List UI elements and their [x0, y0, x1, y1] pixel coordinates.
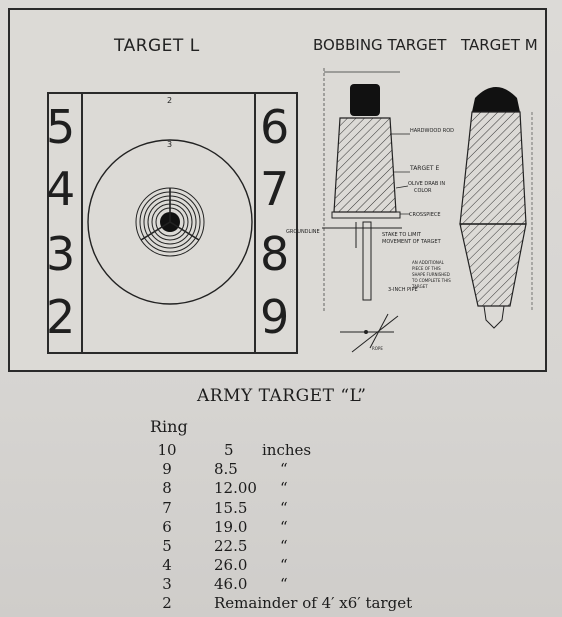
ring-mark: 3 [167, 140, 173, 149]
ring-number: 10 [157, 441, 177, 459]
board-number: 3 [46, 227, 76, 281]
ring-unit: inches [262, 441, 312, 459]
ring-unit: “ [280, 479, 288, 498]
ring-diameter: 12.00 [214, 479, 257, 498]
ring-unit: “ [280, 537, 288, 555]
ring-number: 7 [162, 498, 172, 517]
ring-number: 9 [162, 460, 172, 479]
label-additional: PIECE OF THIS [412, 266, 441, 271]
label-olive-drab: OLIVE DRAB IN [408, 181, 446, 187]
ring-number: 3 [162, 575, 172, 594]
board-number: 8 [260, 227, 290, 281]
label-groundline: GROUNDLINE [286, 229, 320, 235]
remainder-text: Remainder of 4′ x6′ target [214, 594, 413, 612]
illustration-plate [8, 8, 547, 372]
ring-diameter: 26.0 [214, 556, 248, 575]
label-olive-drab-color: COLOR [414, 188, 432, 194]
label-crosspiece: CROSSPIECE [409, 212, 441, 218]
target-rings [49, 94, 296, 352]
caption-bobbing-target: BOBBING TARGET [313, 36, 447, 54]
board-number: 7 [260, 162, 290, 216]
ring-mark: 2 [167, 96, 173, 105]
ring-unit: “ [280, 498, 288, 517]
ring-diameter: 8.5 [214, 460, 238, 479]
ring-number: 4 [162, 556, 172, 575]
label-additional: TO COMPLETE THIS [412, 278, 451, 283]
target-l-board [47, 92, 298, 354]
board-number: 2 [46, 290, 76, 344]
ring-unit: “ [280, 575, 288, 594]
label-additional: TARGET [412, 284, 428, 289]
board-number: 4 [46, 162, 76, 216]
label-additional: SHAPE FURNISHED [412, 272, 450, 277]
label-rope: ROPE [372, 346, 383, 351]
ring-number: 5 [162, 537, 172, 555]
caption-target-l: TARGET L [114, 36, 200, 56]
ring-diameter: 15.5 [214, 498, 248, 517]
board-number: 9 [260, 290, 290, 344]
ring-diameter: 19.0 [214, 517, 248, 536]
label-stake-movement: MOVEMENT OF TARGET [382, 239, 441, 245]
label-hardwood-rod: HARDWOOD ROD [410, 128, 455, 134]
ring-diameter: 46.0 [214, 575, 248, 594]
label-target-e: TARGET E [410, 165, 440, 172]
ring-unit: “ [280, 460, 288, 479]
board-number: 5 [46, 100, 76, 154]
ring-diameter: 5 [224, 441, 234, 459]
caption-target-m: TARGET M [461, 36, 538, 54]
ring-header: Ring [150, 417, 188, 436]
ring-unit: “ [280, 517, 288, 536]
ring-number: 2 [162, 594, 172, 612]
ring-number: 6 [162, 517, 172, 536]
table-title: ARMY TARGET “L” [197, 386, 367, 406]
label-additional: AN ADDITIONAL [412, 260, 444, 265]
board-number: 6 [260, 100, 290, 154]
ring-number: 8 [162, 479, 172, 498]
label-pipe: 3-INCH PIPE [388, 287, 418, 293]
ring-diameter: 22.5 [214, 537, 248, 555]
ring-unit: “ [280, 556, 288, 575]
label-stake: STAKE TO LIMIT [382, 232, 421, 238]
